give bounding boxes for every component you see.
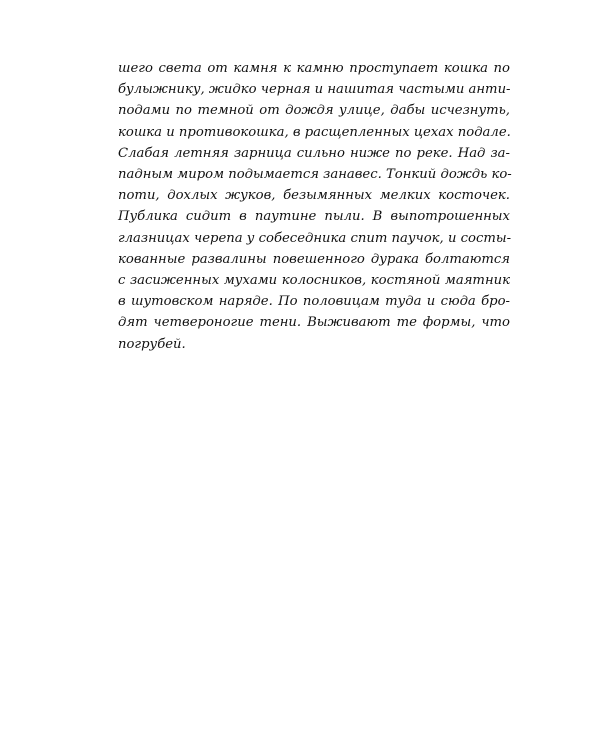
text-line-12: в шутовском наряде. По половицам туда и сюда бро- bbox=[118, 294, 510, 310]
text-line-14: погрубей. bbox=[118, 336, 186, 352]
text-line-5: Слабая летняя зарница сильно ниже по реке. Над за- bbox=[118, 145, 510, 161]
text-line-9: глазницах черепа у собеседника спит паучок, и состы- bbox=[118, 230, 512, 246]
text-line-4: кошка и противокошка, в расщепленных цехах подале. bbox=[118, 124, 511, 140]
text-line-7: поти, дохлых жуков, безымянных мелких косточек. bbox=[118, 188, 510, 204]
text-line-6: падным миром подымается занавес. Тонкий дождь ко- bbox=[118, 167, 512, 183]
text-line-3: подами по темной от дождя улице, дабы исчезнуть, bbox=[118, 103, 510, 119]
text-line-10: кованные развалины повешенного дурака болтаются bbox=[118, 251, 510, 267]
text-line-2: булыжнику, жидко черная и нашитая частыми анти- bbox=[118, 82, 511, 98]
text-line-11: с засиженных мухами колосников, костяной маятник bbox=[118, 273, 510, 289]
text-line-1: шего света от камня к камню проступает кошка по bbox=[118, 61, 510, 76]
text-line-13: дят четвероногие тени. Выживают те формы, что bbox=[118, 315, 510, 331]
text-line-8: Публика сидит в паутине пыли. В выпотрошенных bbox=[118, 209, 510, 225]
body-text bbox=[118, 58, 510, 355]
